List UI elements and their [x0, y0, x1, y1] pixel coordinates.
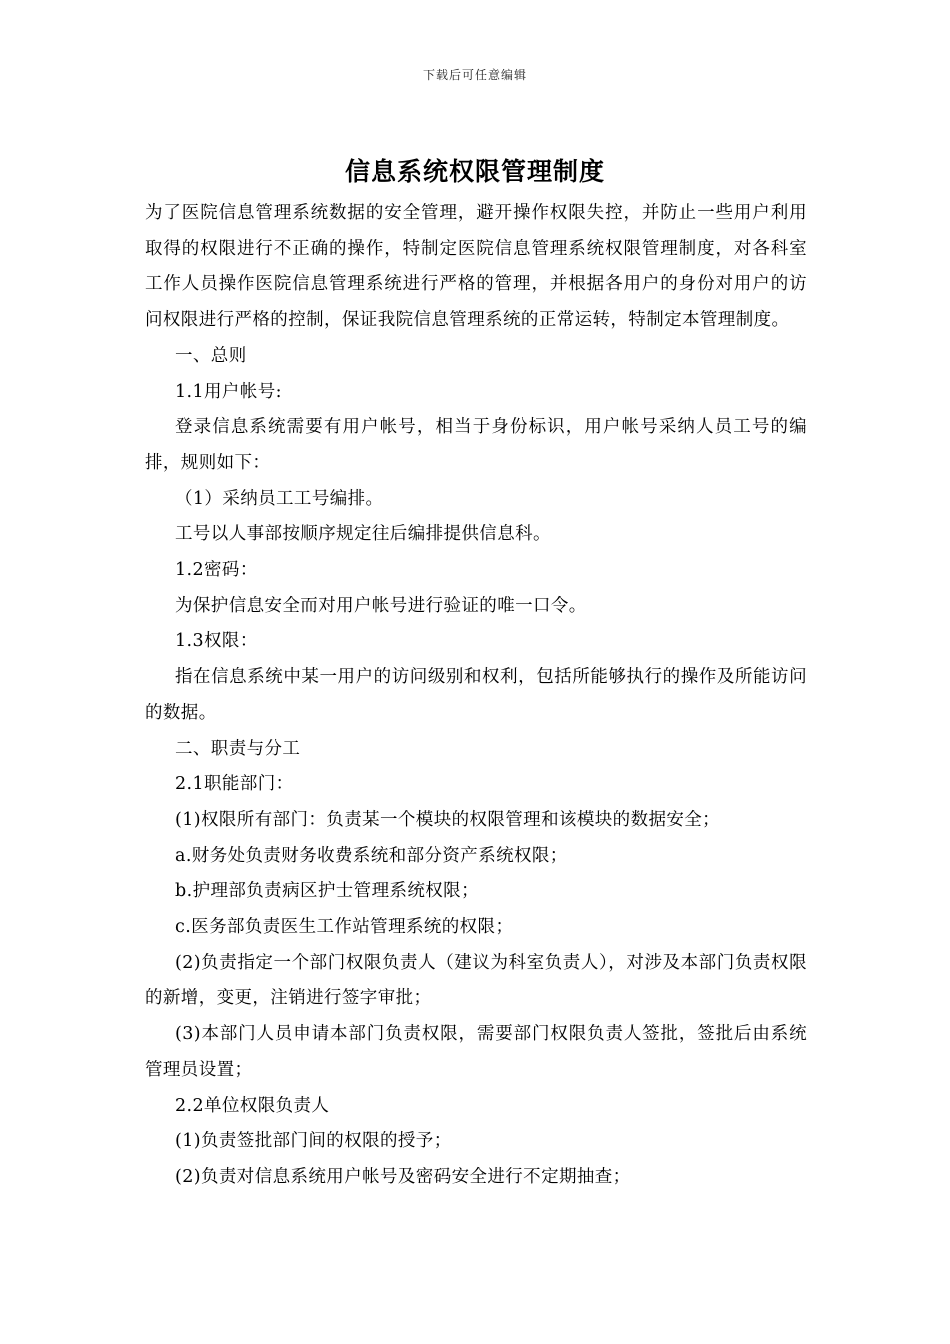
document-body — [145, 196, 807, 1196]
subsection-heading: 1.1用户帐号: — [175, 381, 282, 402]
list-item: (3)本部门人员申请本部门负责权限，需要部门权限负责人签批，签批后由系统管理员设置； — [145, 1024, 807, 1080]
paragraph: 工号以人事部按顺序规定往后编排提供信息科。 — [175, 524, 551, 545]
list-item: (1)权限所有部门：负责某一个模块的权限管理和该模块的数据安全； — [175, 809, 721, 830]
list-item: a.财务处负责财务收费系统和部分资产系统权限； — [175, 845, 568, 866]
subsection-heading: 2.1职能部门： — [175, 774, 294, 795]
document-title: 信息系统权限管理制度 — [344, 157, 605, 186]
list-item: （1）采纳员工工号编排。 — [175, 488, 384, 509]
section-heading: 一、总则 — [175, 345, 247, 366]
list-item: b.护理部负责病区护士管理系统权限； — [175, 881, 479, 902]
list-item: (2)负责对信息系统用户帐号及密码安全进行不定期抽查； — [175, 1166, 631, 1187]
paragraph: 登录信息系统需要有用户帐号，相当于身份标识，用户帐号采纳人员工号的编排，规则如下： — [145, 417, 807, 473]
subsection-heading: 1.3权限： — [175, 631, 258, 652]
subsection-heading: 2.2单位权限负责人 — [175, 1095, 330, 1116]
paragraph-intro: 为了医院信息管理系统数据的安全管理，避开操作权限失控，并防止一些用户利用取得的权限进行不正确的操作，特制定医院信息管理系统权限管理制度，对各科室工作人员操作医院信息管理系统进行严格的管理，并根据各用户的身份对用户的访问权限进行严格的控制，保证我院信息管理系统的正常运转，特制定本管理制度。 — [145, 203, 807, 331]
paragraph: 为保护信息安全而对用户帐号进行验证的唯一口令。 — [175, 595, 587, 616]
section-heading: 二、职责与分工 — [175, 738, 301, 759]
list-item: (2)负责指定一个部门权限负责人（建议为科室负责人），对涉及本部门负责权限的新增，变更，注销进行签字审批； — [145, 952, 807, 1009]
list-item: c.医务部负责医生工作站管理系统的权限； — [175, 917, 514, 938]
header-note: 下载后可任意编辑 — [422, 68, 527, 82]
subsection-heading: 1.2密码： — [175, 560, 258, 581]
paragraph: 指在信息系统中某一用户的访问级别和权利，包括所能够执行的操作及所能访问的数据。 — [145, 667, 807, 723]
list-item: (1)负责签批部门间的权限的授予； — [175, 1131, 452, 1152]
